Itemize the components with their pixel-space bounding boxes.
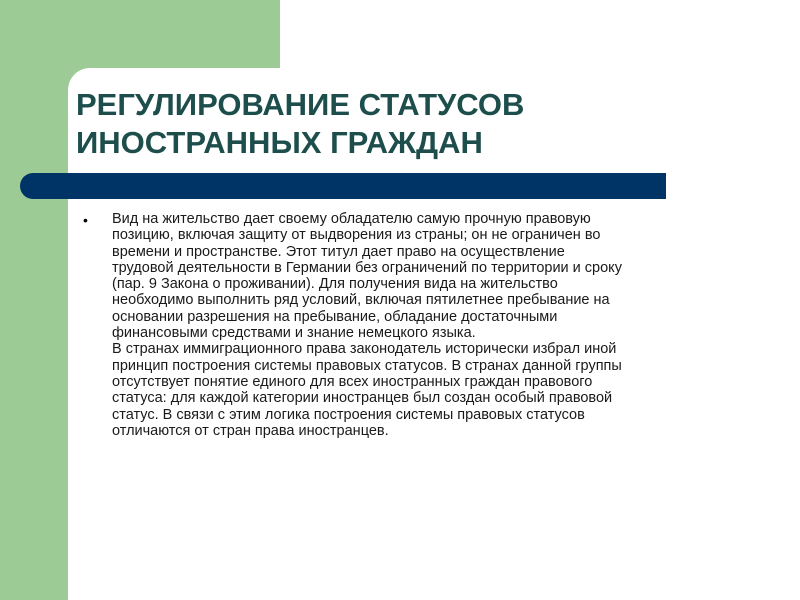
decorative-green-sidebar <box>0 0 68 600</box>
body-line: необходимо выполнить ряд условий, включая пятилетнее пребывание на <box>112 292 610 309</box>
body-line: позицию, включая защиту от выдворения из страны; он не ограничен во <box>112 227 601 244</box>
bullet-marker: • <box>83 212 88 228</box>
body-line: финансовыми средствами и знание немецкого языка. <box>112 325 476 342</box>
title-underline-bar <box>20 173 666 199</box>
body-line: В странах иммиграционного права законодатель исторически избрал иной <box>112 341 617 358</box>
slide-title-line-1: РЕГУЛИРОВАНИЕ СТАТУСОВ <box>76 87 525 122</box>
body-line: основании разрешения на пребывание, обладание достаточными <box>112 308 558 325</box>
body-line: (пар. 9 Закона о проживании). Для получения вида на жительство <box>112 276 558 293</box>
slide-title <box>76 86 676 162</box>
slide-title-line-2: ИНОСТРАННЫХ ГРАЖДАН <box>76 125 483 160</box>
body-line: отсутствует понятие единого для всех иностранных граждан правового <box>112 373 593 390</box>
body-line: Вид на жительство дает своему обладателю самую прочную правовую <box>112 211 591 227</box>
body-line: статуса: для каждой категории иностранцев был создан особый правовой <box>112 390 613 407</box>
body-line: отличаются от стран права иностранцев. <box>112 422 389 439</box>
body-line: статус. В связи с этим логика построения системы правовых статусов <box>112 406 585 423</box>
body-line: трудовой деятельности в Германии без ограничений по территории и сроку <box>112 259 622 276</box>
body-line: принцип построения системы правовых статусов. В странах данной группы <box>112 357 622 374</box>
body-line: времени и пространстве. Этот титул дает право на осуществление <box>112 243 565 260</box>
body-paragraph <box>112 211 752 439</box>
